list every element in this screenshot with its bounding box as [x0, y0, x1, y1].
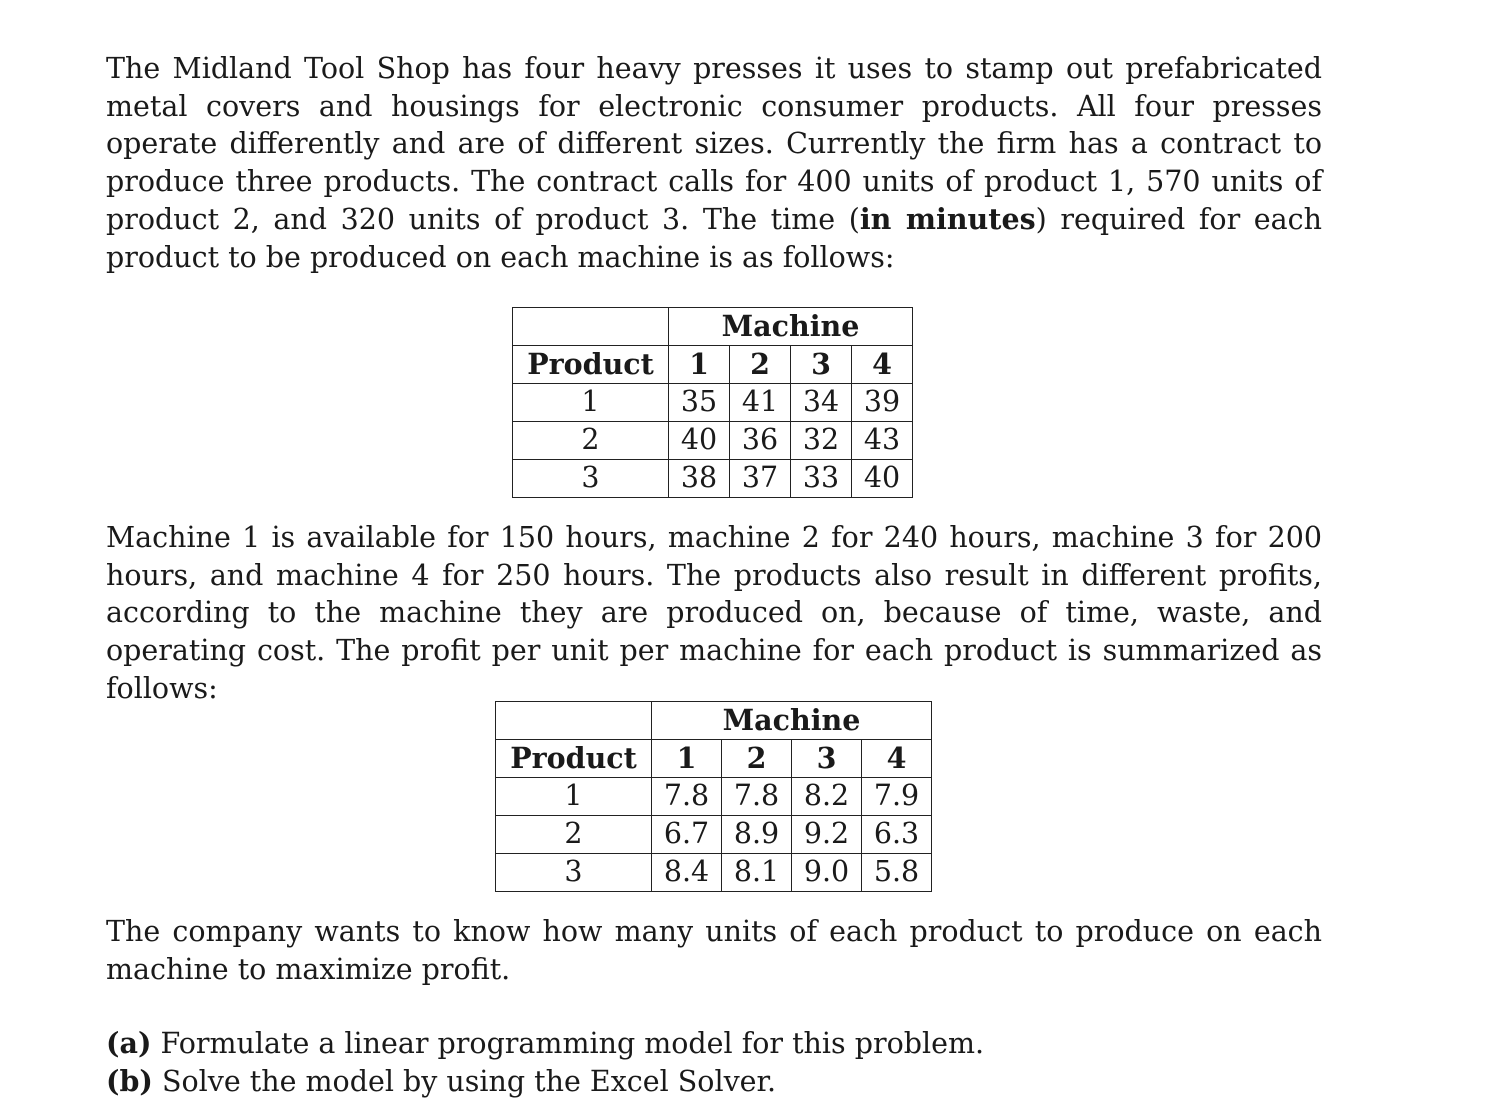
table-row [496, 816, 932, 854]
question-item [106, 1063, 984, 1101]
profit-cell: 7.8 [652, 778, 722, 816]
intro-bold-units: in minutes [859, 201, 1036, 236]
time-cell: 33 [791, 460, 852, 498]
table-row [513, 384, 913, 422]
profit-cell: 7.9 [862, 778, 932, 816]
table-row [496, 854, 932, 892]
profit-table-machine-header: 3 [792, 740, 862, 778]
intro-text-start: The Midland Tool Shop has four heavy presses it uses to stamp out prefabricated metal covers and housings for electronic consumer products. All four presses operate differently and are of different sizes. Currently the firm has a contract to produce three products. The contract calls for 400 units of product 1, 570 units of product 2, and 320 units of product 3. The time ( [106, 52, 1322, 236]
intro-paragraph [106, 50, 1322, 276]
question-text: Formulate a linear programming model for this problem. [160, 1027, 985, 1060]
profit-cell: 9.2 [792, 816, 862, 854]
profit-table-corner [496, 702, 652, 740]
time-cell: 39 [852, 384, 913, 422]
time-cell: 36 [730, 422, 791, 460]
time-cell: 37 [730, 460, 791, 498]
profit-cell: 8.9 [722, 816, 792, 854]
profit-cell: 8.4 [652, 854, 722, 892]
table-row [513, 422, 913, 460]
time-cell: 35 [669, 384, 730, 422]
time-table-machine-header: 4 [852, 346, 913, 384]
profit-cell: 5.8 [862, 854, 932, 892]
question-text: Solve the model by using the Excel Solver. [161, 1064, 777, 1098]
profit-cell: 6.7 [652, 816, 722, 854]
table-row [496, 778, 932, 816]
time-cell: 32 [791, 422, 852, 460]
question-list [106, 1025, 984, 1100]
time-table-machine-header: 3 [791, 346, 852, 384]
goal-paragraph: The company wants to know how many units of each product to produce on each machine to maximize profit. [106, 915, 1322, 986]
time-table-corner [513, 308, 669, 346]
profit-cell: 9.0 [792, 854, 862, 892]
time-cell: 43 [852, 422, 913, 460]
question-item [106, 1025, 984, 1063]
profit-cell: 8.1 [722, 854, 792, 892]
profit-cell: 8.2 [792, 778, 862, 816]
question-label: (b) [106, 1063, 153, 1098]
product-label: 3 [513, 460, 669, 498]
time-cell: 41 [730, 384, 791, 422]
time-table-machine-header: 2 [730, 346, 791, 384]
product-label: 3 [496, 854, 652, 892]
time-table-row-header: Product [513, 346, 669, 384]
profit-cell: 6.3 [862, 816, 932, 854]
question-label: (a) [106, 1026, 152, 1060]
profit-cell: 7.8 [722, 778, 792, 816]
profit-table-row-header: Product [496, 740, 652, 778]
time-cell: 38 [669, 460, 730, 498]
profit-table [495, 701, 932, 892]
profit-table-machine-header: 4 [862, 740, 932, 778]
availability-paragraph: Machine 1 is available for 150 hours, machine 2 for 240 hours, machine 3 for 200 hours, and machine 4 for 250 hours. The products also result in different profits, according to the machine they are produced on, because of time, waste, and operating cost. The profit per unit per machine for each product is summarized as follows: [106, 521, 1322, 705]
time-table-group-header: Machine [669, 308, 913, 346]
product-label: 1 [513, 384, 669, 422]
profit-table-group-header: Machine [652, 702, 932, 740]
time-table-machine-header: 1 [669, 346, 730, 384]
time-cell: 40 [852, 460, 913, 498]
profit-table-machine-header: 1 [652, 740, 722, 778]
time-cell: 40 [669, 422, 730, 460]
intro-text-end: ) required for each product to be produced on each machine is as follows: [106, 202, 1322, 274]
profit-table-machine-header: 2 [722, 740, 792, 778]
product-label: 2 [513, 422, 669, 460]
table-row [513, 460, 913, 498]
product-label: 2 [496, 816, 652, 854]
time-cell: 34 [791, 384, 852, 422]
time-table [512, 307, 913, 498]
product-label: 1 [496, 778, 652, 816]
